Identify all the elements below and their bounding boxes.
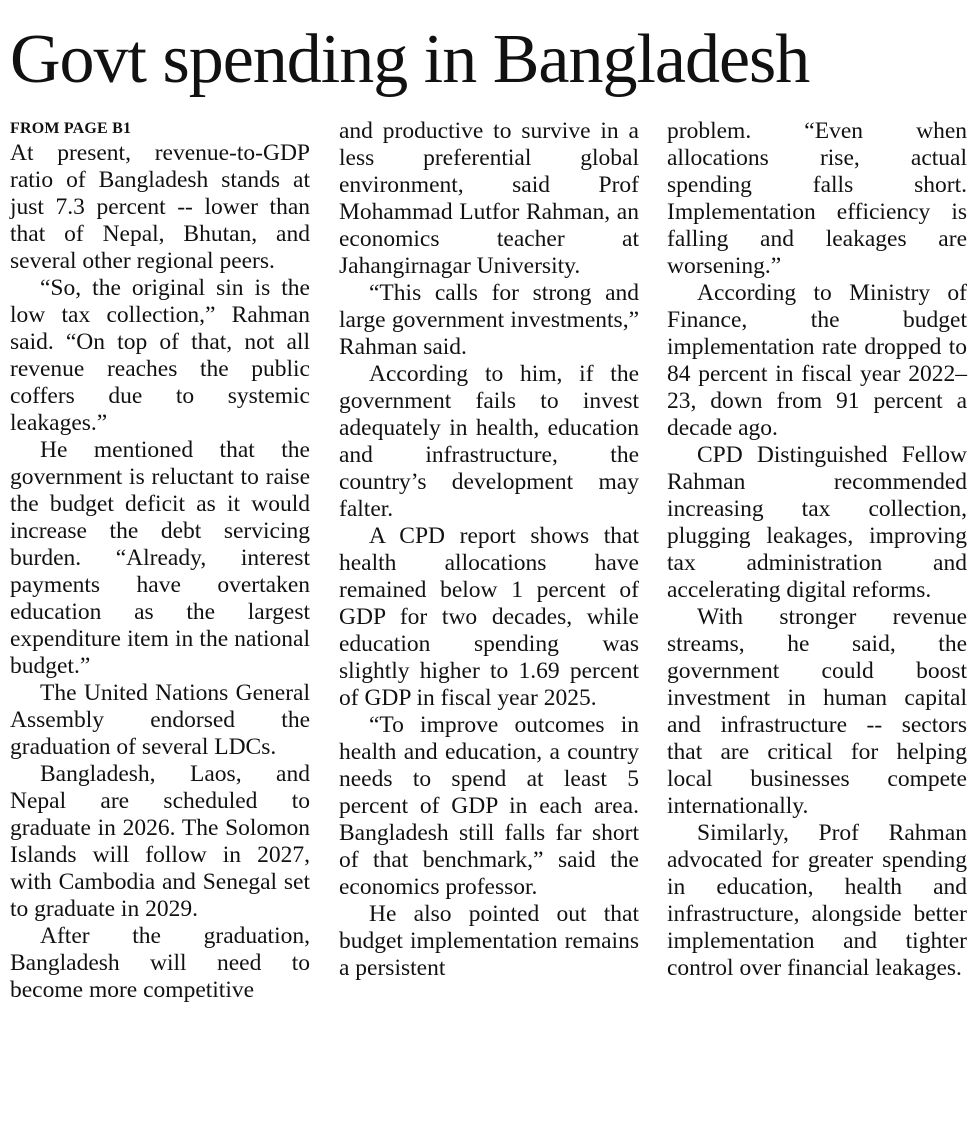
paragraph: The United Nations General Assembly endorsed the graduation of several LDCs. bbox=[10, 680, 310, 760]
paragraph: “To improve outcomes in health and education, a country needs to spend at least 5 percent of GDP in each area. Bangladesh still falls far short of that benchmark,” said the economics professor. bbox=[339, 712, 639, 900]
article-column-3 bbox=[667, 118, 967, 982]
paragraph: “So, the original sin is the low tax collection,” Rahman said. “On top of that, not all revenue reaches the public coffers due to systemic leakages.” bbox=[10, 275, 310, 436]
paragraph: According to him, if the government fails to invest adequately in health, education and infrastructure, the country’s development may falter. bbox=[339, 361, 639, 522]
paragraph: A CPD report shows that health allocations have remained below 1 percent of GDP for two decades, while education spending was slightly higher to 1.69 percent of GDP in fiscal year 2025. bbox=[339, 523, 639, 711]
paragraph: After the graduation, Bangladesh will need to become more competitive bbox=[10, 923, 310, 1003]
paragraph: Similarly, Prof Rahman advocated for greater spending in education, health and infrastructure, alongside better implementation and tighter control over financial leakages. bbox=[667, 820, 967, 981]
paragraph: “This calls for strong and large government investments,” Rahman said. bbox=[339, 280, 639, 360]
paragraph: and productive to survive in a less preferential global environment, said Prof Mohammad Lutfor Rahman, an economics teacher at Jahangirnagar University. bbox=[339, 118, 639, 279]
kicker: FROM PAGE B1 bbox=[10, 120, 132, 137]
paragraph: He also pointed out that budget implementation remains a persistent bbox=[339, 901, 639, 981]
paragraph: With stronger revenue streams, he said, the government could boost investment in human capital and infrastructure -- sectors that are critical for helping local businesses compete internationally. bbox=[667, 604, 967, 819]
paragraph: He mentioned that the government is reluctant to raise the budget deficit as it would increase the debt servicing burden. “Already, interest payments have overtaken education as the largest expenditure item in the national budget.” bbox=[10, 437, 310, 679]
article-column-2 bbox=[339, 118, 639, 982]
headline: Govt spending in Bangladesh bbox=[10, 21, 810, 98]
article-column-1 bbox=[10, 118, 310, 1004]
paragraph: According to Ministry of Finance, the budget implementation rate dropped to 84 percent in fiscal year 2022–23, down from 91 percent a decade ago. bbox=[667, 280, 967, 441]
paragraph: Bangladesh, Laos, and Nepal are scheduled to graduate in 2026. The Solomon Islands will follow in 2027, with Cambodia and Senegal set to graduate in 2029. bbox=[10, 761, 310, 922]
paragraph: CPD Distinguished Fellow Rahman recommended increasing tax collection, plugging leakages, improving tax administration and accelerating digital reforms. bbox=[667, 442, 967, 603]
paragraph: problem. “Even when allocations rise, actual spending falls short. Implementation efficiency is falling and leakages are worsening.” bbox=[667, 118, 967, 279]
paragraph: At present, revenue-to-GDP ratio of Bangladesh stands at just 7.3 percent -- lower than that of Nepal, Bhutan, and several other regional peers. bbox=[10, 140, 310, 274]
